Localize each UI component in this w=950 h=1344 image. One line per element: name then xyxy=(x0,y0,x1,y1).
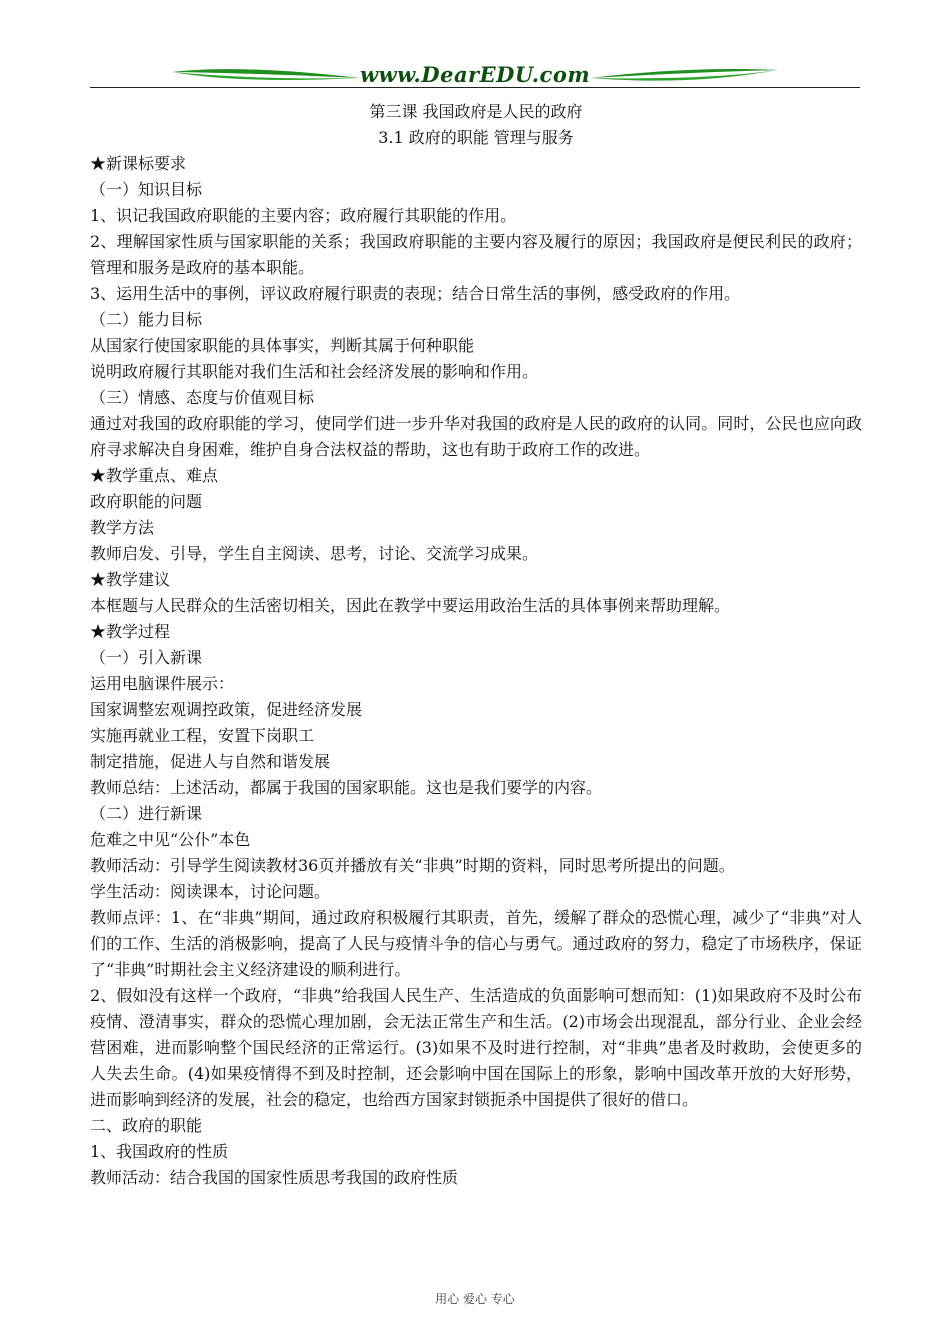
paragraph: 政府职能的问题 xyxy=(90,492,203,511)
paragraph: ★新课标要求 xyxy=(90,154,187,173)
paragraph: （一）引入新课 xyxy=(90,648,203,667)
paragraph: （二）能力目标 xyxy=(90,310,203,329)
paragraph: 教师点评：1、在“非典”期间，通过政府积极履行其职责，首先，缓解了群众的恐慌心理，减少了“非典”对人们的工作、生活的消极影响，提高了人民与疫情斗争的信心与勇气。通过政府的努力，稳定了市场秩序，保证了“非典”时期社会主义经济建设的顺利进行。 xyxy=(90,908,862,979)
paragraph: 国家调整宏观调控政策，促进经济发展 xyxy=(90,700,363,719)
lesson-title: 第三课 我国政府是人民的政府 xyxy=(369,102,583,121)
paragraph: 制定措施，促进人与自然和谐发展 xyxy=(90,752,331,771)
paragraph: 运用电脑课件展示： xyxy=(90,674,235,693)
paragraph: 1、我国政府的性质 xyxy=(90,1142,229,1161)
lesson-subtitle: 3.1 政府的职能 管理与服务 xyxy=(378,128,574,147)
paragraph: 教学方法 xyxy=(90,518,155,537)
paragraph: （二）进行新课 xyxy=(90,804,203,823)
paragraph: 本框题与人民群众的生活密切相关，因此在教学中要运用政治生活的具体事例来帮助理解。 xyxy=(90,596,731,615)
paragraph-list xyxy=(90,151,862,1191)
paragraph: 实施再就业工程，安置下岗职工 xyxy=(90,726,315,745)
paragraph: 2、理解国家性质与国家职能的关系；我国政府职能的主要内容及履行的原因；我国政府是便民利民的政府；管理和服务是政府的基本职能。 xyxy=(90,232,862,277)
paragraph: 教师总结：上述活动，都属于我国的国家职能。这也是我们要学的内容。 xyxy=(90,778,603,797)
paragraph: ★教学过程 xyxy=(90,622,171,641)
paragraph: 危难之中见“公仆”本色 xyxy=(90,830,251,849)
paragraph: 学生活动：阅读课本，讨论问题。 xyxy=(90,882,331,901)
paragraph: ★教学重点、难点 xyxy=(90,466,219,485)
page-footer: 用心 爱心 专心 xyxy=(435,1292,515,1306)
paragraph: 从国家行使国家职能的具体事实，判断其属于何种职能 xyxy=(90,336,475,355)
paragraph: 2、假如没有这样一个政府，“非典”给我国人民生产、生活造成的负面影响可想而知：(1)如果政府不及时公布疫情、澄清事实，群众的恐慌心理加剧，会无法正常生产和生活。(2)市场会出现混乱，部分行业、企业会经营困难，进而影响整个国民经济的正常运行。(3)如果不及时进行控制，对“非典”患者及时救助，会使更多的人失去生命。(4)如果疫情得不到及时控制，还会影响中国在国际上的形象，影响中国改革开放的大好形势，进而影响到经济的发展，社会的稳定，也给西方国家封锁扼杀中国提供了很好的借口。 xyxy=(90,986,862,1109)
paragraph: 教师启发、引导，学生自主阅读、思考，讨论、交流学习成果。 xyxy=(90,544,539,563)
paragraph: 3、运用生活中的事例，评议政府履行职责的表现；结合日常生活的事例，感受政府的作用。 xyxy=(90,284,741,303)
paragraph: （一）知识目标 xyxy=(90,180,203,199)
header-rule xyxy=(90,87,860,88)
paragraph: 教师活动：引导学生阅读教材36页并播放有关“非典”时期的资料，同时思考所提出的问题。 xyxy=(90,856,735,875)
paragraph: 说明政府履行其职能对我们生活和社会经济发展的影响和作用。 xyxy=(90,362,539,381)
document-body xyxy=(90,99,862,1191)
paragraph: 通过对我国的政府职能的学习，使同学们进一步升华对我国的政府是人民的政府的认同。同时，公民也应向政府寻求解决自身困难，维护自身合法权益的帮助，这也有助于政府工作的改进。 xyxy=(90,414,862,459)
paragraph: ★教学建议 xyxy=(90,570,171,589)
paragraph: 二、政府的职能 xyxy=(90,1116,203,1135)
paragraph: 1、识记我国政府职能的主要内容；政府履行其职能的作用。 xyxy=(90,206,517,225)
paragraph: 教师活动：结合我国的国家性质思考我国的政府性质 xyxy=(90,1168,459,1187)
site-brand-text: www.DearEDU.com xyxy=(359,62,591,87)
paragraph: （三）情感、态度与价值观目标 xyxy=(90,388,315,407)
